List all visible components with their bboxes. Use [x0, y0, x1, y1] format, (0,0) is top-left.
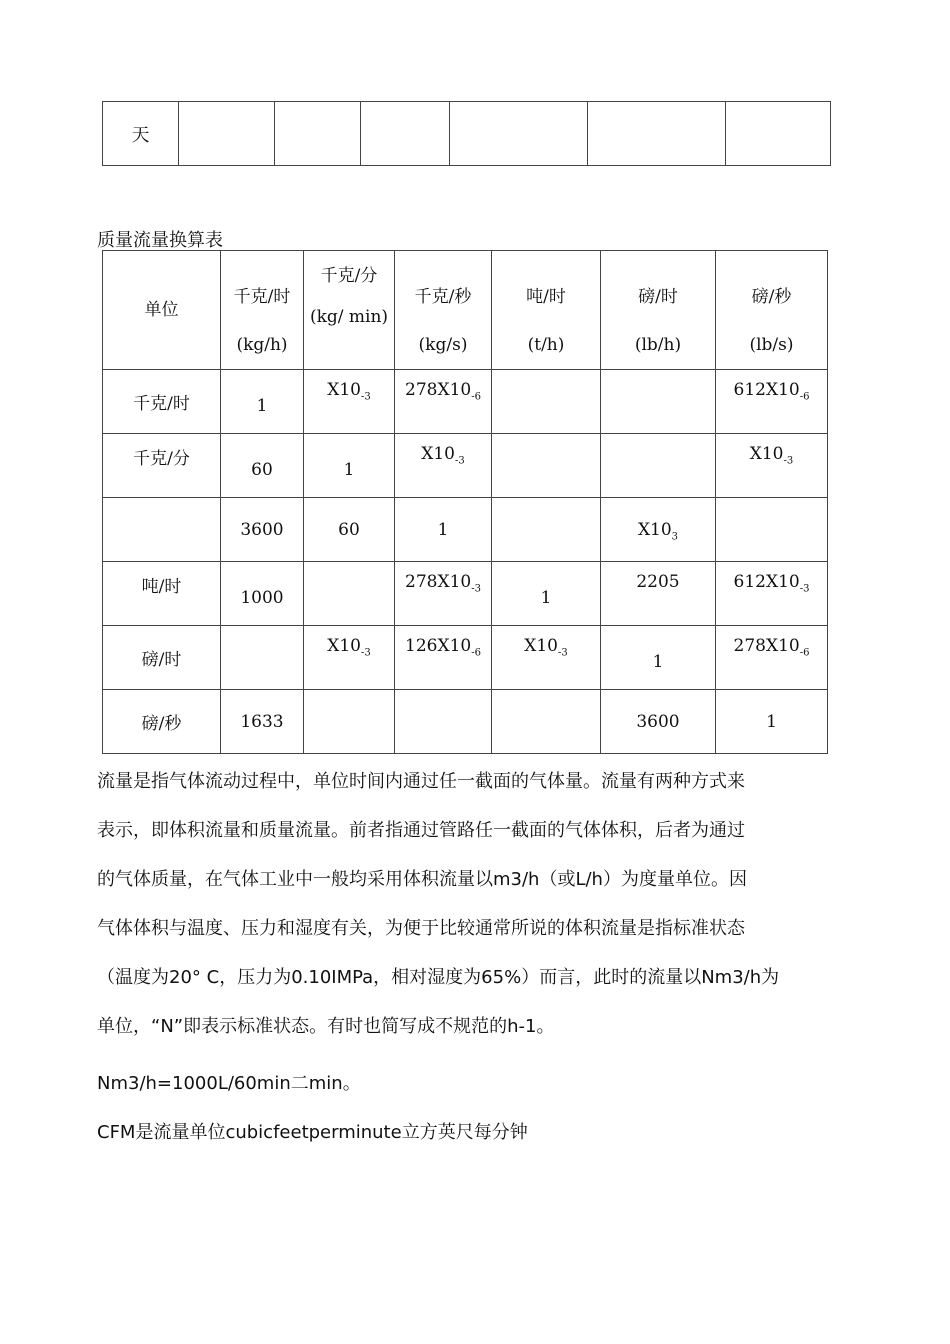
table-cell [492, 434, 601, 498]
table-row [103, 562, 828, 626]
table-cell: 1 [492, 562, 601, 626]
table-cell [304, 562, 395, 626]
top-partial-table [102, 101, 831, 166]
table-cell: 1 [395, 498, 492, 562]
header-row [103, 251, 828, 370]
table-cell: $X10_{-3}$ [492, 626, 601, 690]
header-cell-t-h: 吨/时 (t/h) [492, 251, 601, 370]
header-cell-lb-s: 磅/秒 (lb/s) [716, 251, 828, 370]
table-cell: $612X10_{-3}$ [716, 562, 828, 626]
table-cell: $278X10_{-6}$ [716, 626, 828, 690]
table-cell: 1 [601, 626, 716, 690]
table-cell: $278X10_{-6}$ [395, 370, 492, 434]
table-cell [588, 102, 726, 166]
row-label: 吨/时 [103, 562, 221, 626]
table-cell: $612X10_{-6}$ [716, 370, 828, 434]
table-cell: $X10_{-3}$ [716, 434, 828, 498]
table-row [103, 690, 828, 754]
row-label: 千克/分 [103, 434, 221, 498]
row-label: 千克/时 [103, 370, 221, 434]
table-cell: 3600 [221, 498, 304, 562]
header-cell-kg-s: 千克/秒 (kg/s) [395, 251, 492, 370]
flow-description-paragraph [97, 757, 842, 1051]
mass-flow-conversion-table [102, 250, 828, 754]
table-row [103, 434, 828, 498]
table-cell [304, 690, 395, 754]
table-cell [726, 102, 831, 166]
table-cell [395, 690, 492, 754]
table-cell: $X10_{-3}$ [304, 370, 395, 434]
table-cell [221, 626, 304, 690]
table-cell [492, 498, 601, 562]
table-row [103, 626, 828, 690]
table-cell: $X10_{-3}$ [395, 434, 492, 498]
table-cell: 2205 [601, 562, 716, 626]
table-cell [601, 370, 716, 434]
table-cell: 60 [304, 498, 395, 562]
table-cell: 1000 [221, 562, 304, 626]
table-cell: 1 [304, 434, 395, 498]
row-label [103, 498, 221, 562]
header-cell-lb-h: 磅/时 (lb/h) [601, 251, 716, 370]
paragraph-line: 流量是指气体流动过程中，单位时间内通过任一截面的气体量。流量有两种方式来 [97, 771, 745, 792]
table-row [103, 102, 831, 166]
table-cell: $X10_{-3}$ [304, 626, 395, 690]
table-row [103, 498, 828, 562]
row-label: 磅/时 [103, 626, 221, 690]
cfm-definition-line: CFM是流量单位cubicfeetperminute立方英尺每分钟 [97, 1122, 528, 1143]
table-cell [450, 102, 588, 166]
table-row [103, 370, 828, 434]
table-cell: $X10_3$ [601, 498, 716, 562]
header-cell-unit: 单位 [103, 251, 221, 370]
formula-line: Nm3/h=1000L/60min二min。 [97, 1073, 361, 1094]
table-cell: 60 [221, 434, 304, 498]
table-cell: 1 [221, 370, 304, 434]
table-cell: 1633 [221, 690, 304, 754]
table-cell: 3600 [601, 690, 716, 754]
paragraph-line: （温度为20° C，压力为0.10IMPa，相对湿度为65%）而言，此时的流量以Nm3/h为 [97, 967, 780, 988]
header-cell-kg-h: 千克/时 (kg/h) [221, 251, 304, 370]
table-cell: $126X10_{-6}$ [395, 626, 492, 690]
row-label: 磅/秒 [103, 690, 221, 754]
table-cell [716, 498, 828, 562]
table-cell: 1 [716, 690, 828, 754]
table-cell [179, 102, 275, 166]
paragraph-line: 的气体质量，在气体工业中一般均采用体积流量以m3/h（或L/h）为度量单位。因 [97, 869, 747, 890]
table-cell [601, 434, 716, 498]
paragraph-line: 气体体积与温度、压力和湿度有关，为便于比较通常所说的体积流量是指标准状态 [97, 918, 745, 939]
table-cell [361, 102, 450, 166]
table-cell: 天 [103, 102, 179, 166]
table-cell [492, 690, 601, 754]
table-caption: 质量流量换算表 [97, 230, 223, 251]
table-cell [275, 102, 361, 166]
table-cell [492, 370, 601, 434]
paragraph-line: 单位，“N”即表示标准状态。有时也简写成不规范的h-1。 [97, 1016, 555, 1037]
header-cell-kg-min: 千克/分 (kg/ min) [304, 251, 395, 370]
table-cell: $278X10_{-3}$ [395, 562, 492, 626]
paragraph-line: 表示，即体积流量和质量流量。前者指通过管路任一截面的气体体积，后者为通过 [97, 820, 745, 841]
